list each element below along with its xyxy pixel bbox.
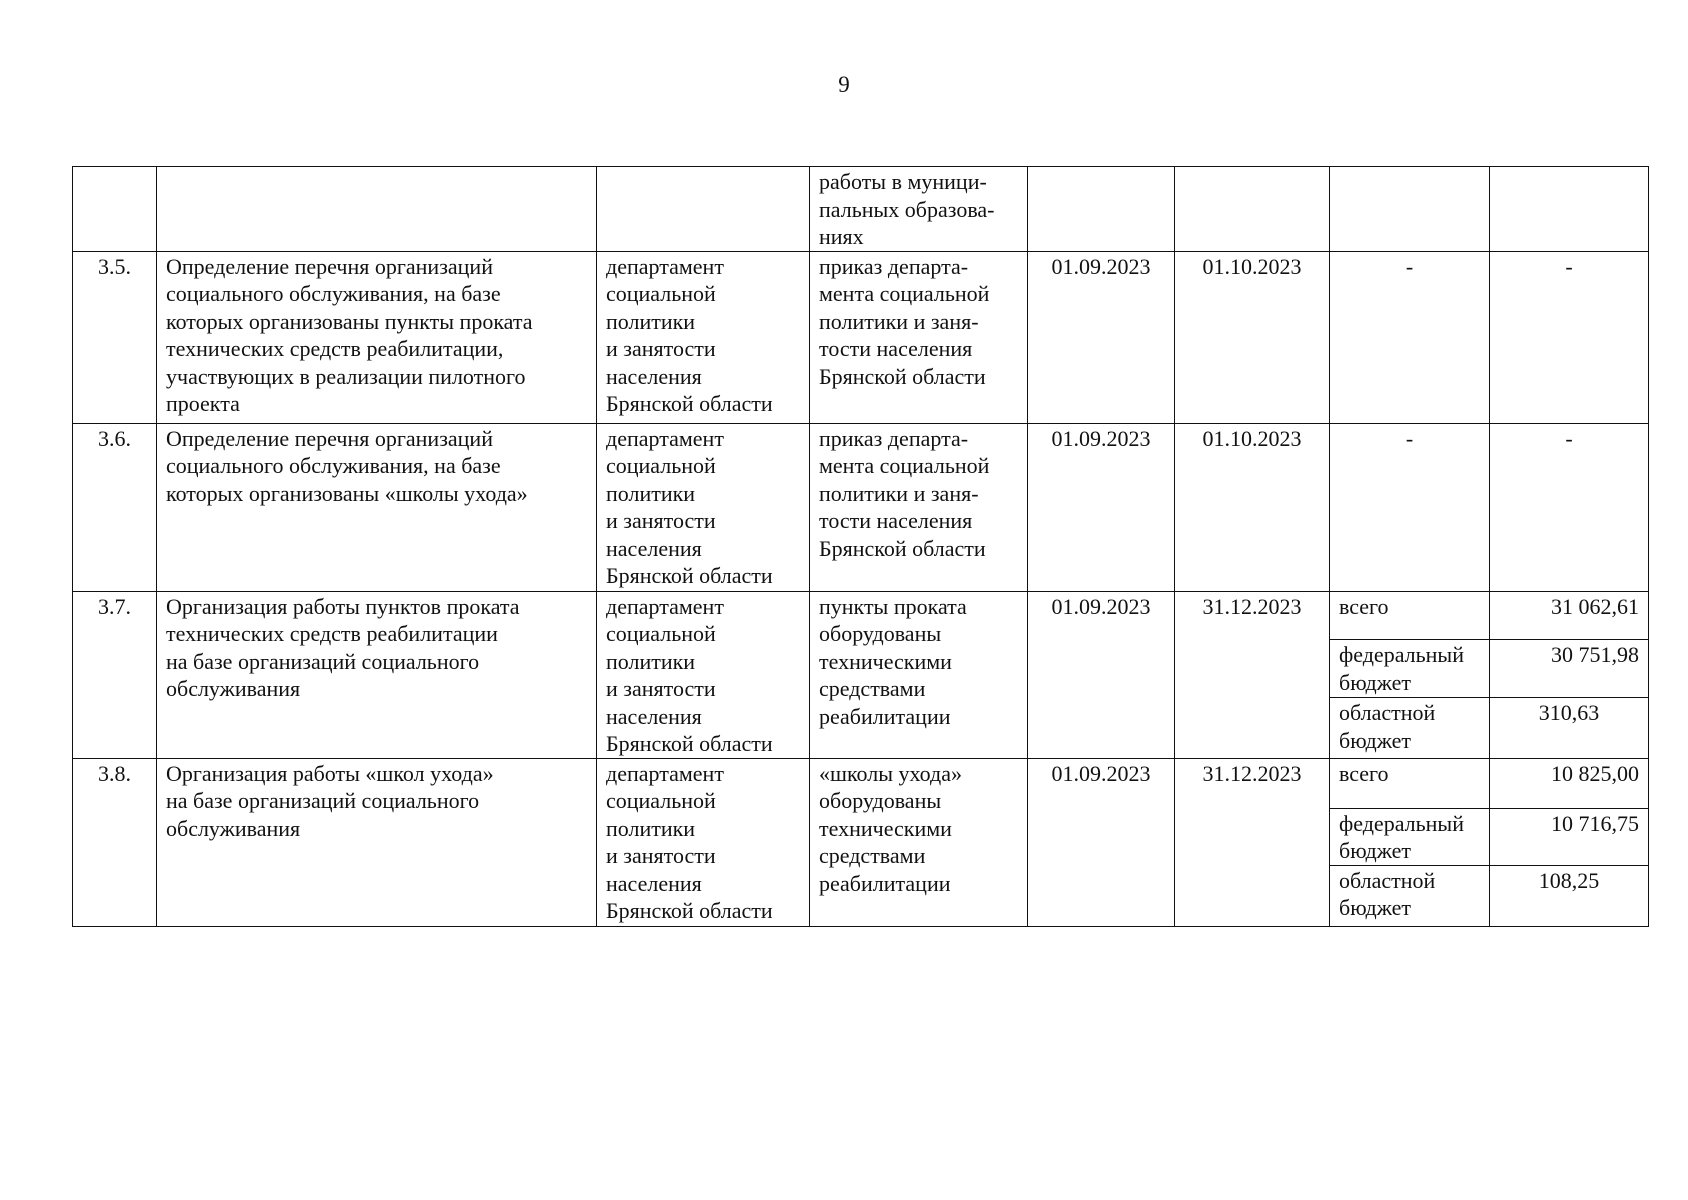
cell-start-date: 01.09.2023: [1028, 423, 1175, 591]
cell-num: 3.6.: [73, 423, 157, 591]
cell-result: приказ департа- мента социальной политики и заня- тости населения Брянской области: [810, 251, 1028, 423]
cell-executor: департамент социальной политики и занятости населения Брянской области: [597, 758, 810, 926]
cell-finance-amount: 310,63: [1490, 698, 1649, 758]
cell-event: Определение перечня организаций социального обслуживания, на базе которых организованы «школы ухода»: [157, 423, 597, 591]
table-row-carry-over: [73, 167, 1649, 252]
cell-finance-source: [1330, 167, 1490, 252]
table-row: [73, 423, 1649, 591]
table-row: [73, 591, 1649, 640]
cell-end-date: 31.12.2023: [1175, 591, 1330, 758]
cell-finance-source: федеральный бюджет: [1330, 808, 1490, 865]
cell-finance-amount: 30 751,98: [1490, 640, 1649, 698]
cell-finance-amount: 10 825,00: [1490, 758, 1649, 808]
cell-event: Определение перечня организаций социального обслуживания, на базе которых организованы пункты проката технических средств реабилитации, участвующих в реализации пилотного проекта: [157, 251, 597, 423]
cell-start-date: 01.09.2023: [1028, 251, 1175, 423]
cell-result: работы в муници- пальных образова- ниях: [810, 167, 1028, 252]
cell-end-date: [1175, 167, 1330, 252]
cell-finance-amount: [1490, 167, 1649, 252]
cell-start-date: 01.09.2023: [1028, 591, 1175, 758]
cell-executor: департамент социальной политики и занятости населения Брянской области: [597, 591, 810, 758]
table-row: [73, 251, 1649, 423]
cell-executor: [597, 167, 810, 252]
activity-plan-table: [72, 166, 1649, 927]
table-row: [73, 758, 1649, 808]
cell-result: приказ департа- мента социальной политики и заня- тости населения Брянской области: [810, 423, 1028, 591]
cell-result: «школы ухода» оборудованы техническими средствами реабилитации: [810, 758, 1028, 926]
cell-num: 3.8.: [73, 758, 157, 926]
cell-event: Организация работы «школ ухода» на базе организаций социального обслуживания: [157, 758, 597, 926]
cell-finance-amount: -: [1490, 251, 1649, 423]
cell-start-date: 01.09.2023: [1028, 758, 1175, 926]
cell-finance-amount: 31 062,61: [1490, 591, 1649, 640]
cell-finance-source: областной бюджет: [1330, 698, 1490, 758]
cell-finance-source: -: [1330, 423, 1490, 591]
cell-finance-amount: 108,25: [1490, 865, 1649, 926]
cell-num: 3.5.: [73, 251, 157, 423]
cell-event: [157, 167, 597, 252]
cell-executor: департамент социальной политики и занятости населения Брянской области: [597, 251, 810, 423]
cell-event: Организация работы пунктов проката технических средств реабилитации на базе организаций социального обслуживания: [157, 591, 597, 758]
cell-num: [73, 167, 157, 252]
cell-finance-source: федеральный бюджет: [1330, 640, 1490, 698]
cell-finance-source: всего: [1330, 591, 1490, 640]
cell-end-date: 31.12.2023: [1175, 758, 1330, 926]
cell-result: пункты проката оборудованы техническими средствами реабилитации: [810, 591, 1028, 758]
cell-end-date: 01.10.2023: [1175, 251, 1330, 423]
cell-finance-amount: -: [1490, 423, 1649, 591]
cell-start-date: [1028, 167, 1175, 252]
cell-finance-source: -: [1330, 251, 1490, 423]
cell-num: 3.7.: [73, 591, 157, 758]
cell-finance-source: областной бюджет: [1330, 865, 1490, 926]
cell-finance-amount: 10 716,75: [1490, 808, 1649, 865]
cell-finance-source: всего: [1330, 758, 1490, 808]
page-number: 9: [838, 72, 850, 97]
cell-executor: департамент социальной политики и занятости населения Брянской области: [597, 423, 810, 591]
cell-end-date: 01.10.2023: [1175, 423, 1330, 591]
